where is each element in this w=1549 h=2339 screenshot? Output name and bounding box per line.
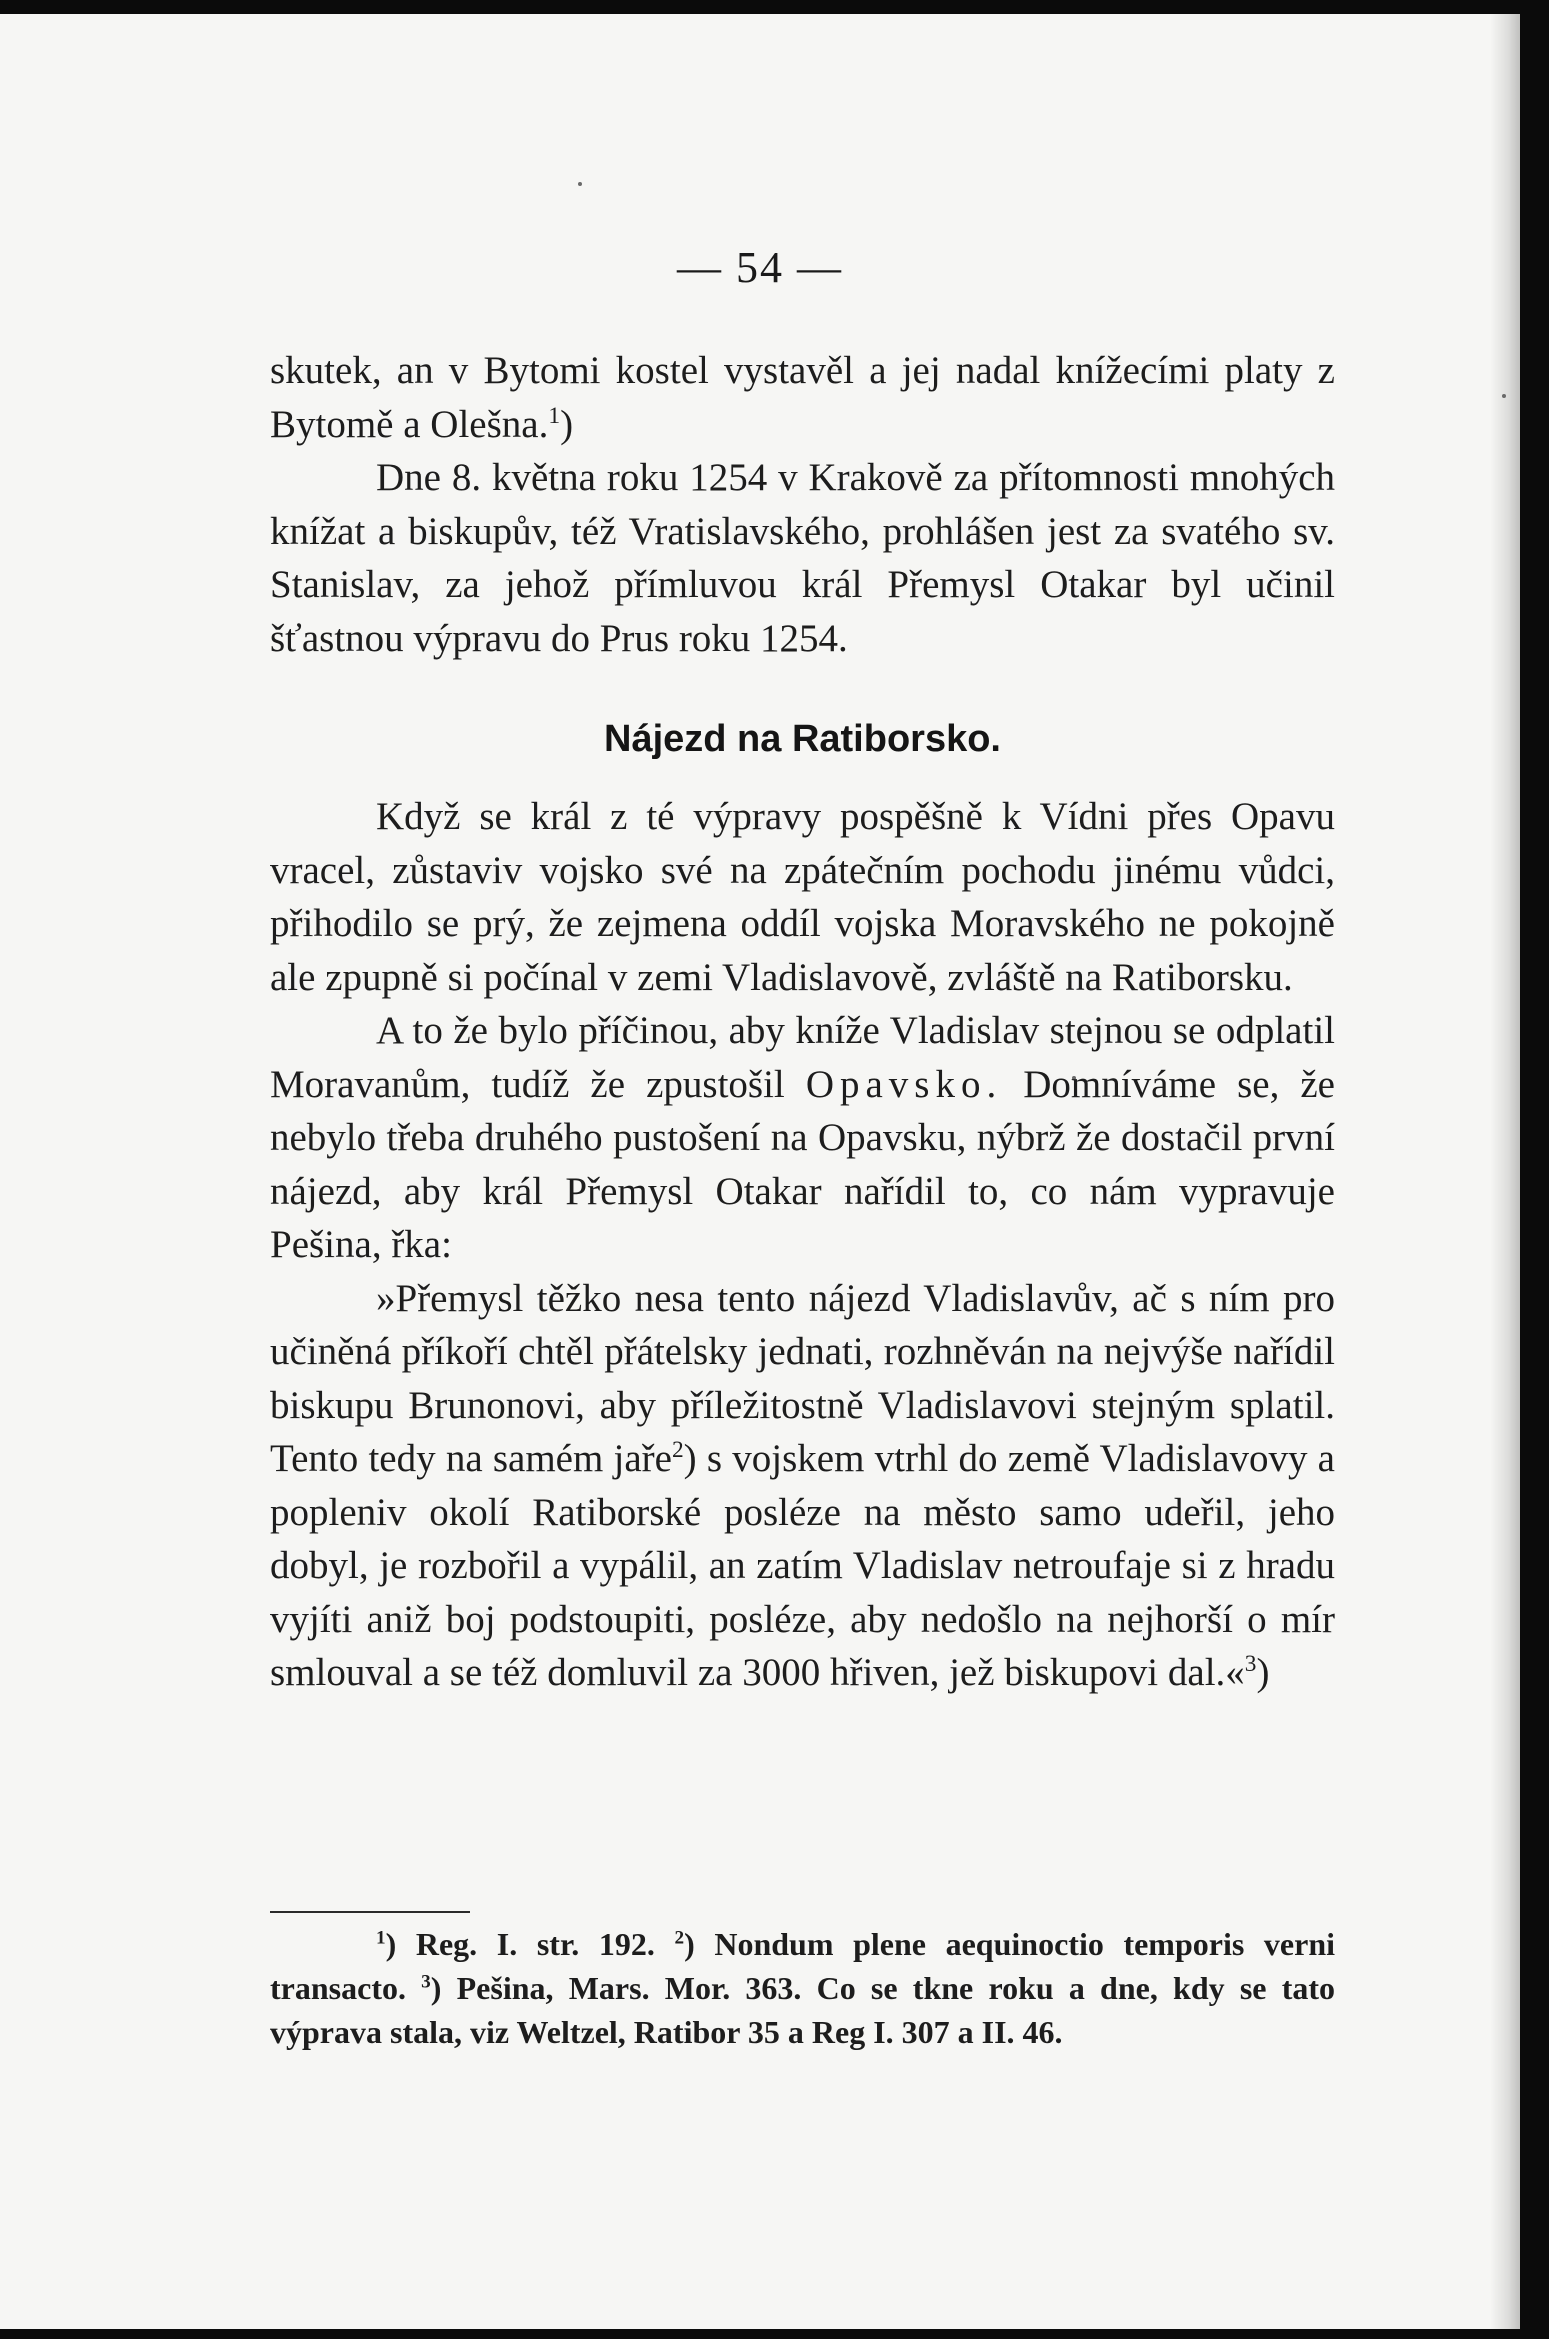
paragraph-text: skutek, an v Bytomi kostel vystavěl a jej nadal knížecími platy z Bytomě a Olešna. <box>270 349 1335 446</box>
footnote-ref-close: ) <box>1256 1651 1270 1694</box>
body-text <box>270 344 1335 1700</box>
book-page <box>0 14 1520 2329</box>
footnote-text: ) Pešina, Mars. Mor. 363. Co se tkne roku a dne, kdy se tato výprava stala, viz Weltzel, Ratibor 35 a Reg I. 307 a II. 46. <box>270 1970 1336 2050</box>
footnote-ref-close: ) <box>560 402 574 446</box>
emphasized-text: Opavsko. <box>805 1062 1003 1106</box>
footnote-ref: 1 <box>548 402 561 429</box>
footnote-block <box>270 1922 1335 2054</box>
paragraph: Dne 8. května roku 1254 v Krakově za přítomnosti mnohých knížat a biskupův, též Vratislavského, prohlášen jest za svatého sv. Stanislav, za jehož přímluvou král Přemysl Otakar byl učinil šťastnou výpravu do Prus roku 1254. <box>270 456 1335 660</box>
paragraph-text: A to že bylo příčinou, aby kníže Vladislav stejnou se odplatil Moravanům, tudíž že zpustošil <box>270 1009 1335 1106</box>
footnote-ref: 2 <box>671 1437 684 1463</box>
paragraph: Když se král z té výpravy pospěšně k Vídni přes Opavu vracel, zůstaviv vojsko své na zpátečním pochodu jinému vůdci, přihodilo se prý, že zejmena oddíl vojska Moravského ne pokojně ale zpupně si počínal v zemi Vladislavově, zvláště na Ratiborsku. <box>270 795 1335 999</box>
footnote-ref: 3 <box>1244 1651 1257 1677</box>
print-speck <box>1502 394 1506 398</box>
paragraph-text: ) s vojskem vtrhl do země Vladislavovy a popleniv okolí Ratiborské posléze na město samo udeřil, jeho dobyl, je rozbořil a vypálil, an zatím Vladislav netroufaje si z hradu vyjíti aniž boj podstoupiti, posléze, aby nedošlo na nejhorší o mír smlouval a se též domluvil za 3000 hřiven, jež biskupovi dal.« <box>270 1437 1335 1694</box>
footnote-divider <box>270 1911 470 1913</box>
footnotes <box>270 1922 1335 2054</box>
footnote-text: ) Nondum plene aequinoctio temporis verni transacto. <box>270 1926 1336 2006</box>
page-number: — 54 — <box>677 243 843 292</box>
paragraph-text: »Přemysl těžko nesa tento nájezd Vladislavův, ač s ním pro učiněná příkoří chtěl přátelsky jednati, rozhněván na nejvýše nařídil biskupu Brunonovi, aby příležitostně Vladislavovi stejným splatil. Tento tedy na samém jaře <box>270 1276 1335 1480</box>
paragraph-continued <box>270 344 1335 451</box>
page-fold-shadow <box>1490 14 1520 2329</box>
quotation-paragraph <box>270 1272 1335 1700</box>
section-heading: Nájezd na Ratiborsko. <box>604 718 1001 760</box>
footnote-mark: 3 <box>421 1971 431 1993</box>
paragraph-text: Domníváme se, že nebylo třeba druhého pustošení na Opavsku, nýbrž že dostačil první nájezd, aby král Přemysl Otakar nařídil to, co nám vypravuje Pešina, řka: <box>270 1062 1335 1266</box>
footnote-text: ) Reg. I. str. 192. <box>385 1926 655 1962</box>
footnote-mark: 2 <box>674 1927 685 1949</box>
footnote-mark: 1 <box>376 1927 386 1949</box>
scan-border <box>1520 0 1549 2339</box>
print-speck <box>578 182 582 186</box>
paragraph <box>270 1004 1335 1272</box>
